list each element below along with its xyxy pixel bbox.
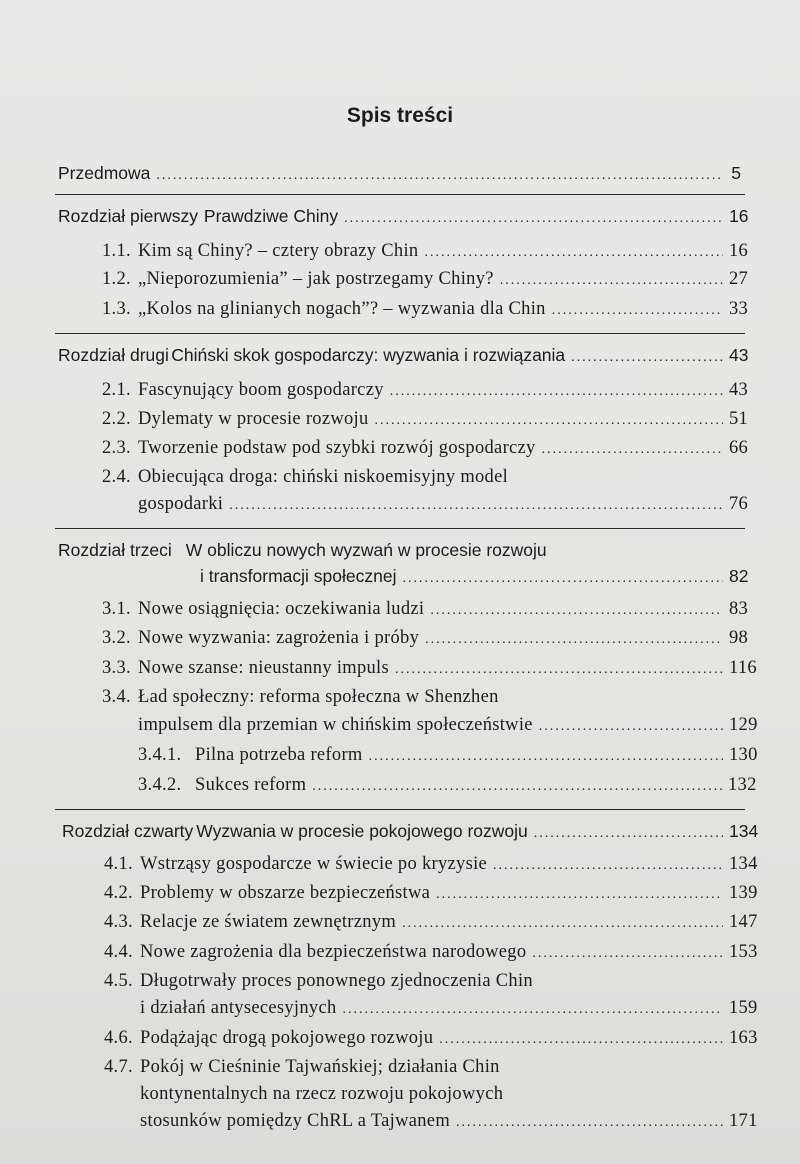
page-number: 33 <box>729 299 749 319</box>
chapter-label: Rozdział czwarty <box>62 821 194 841</box>
chapter-title: Chiński skok gospodarczy: wyzwania i rozwiązania <box>171 345 566 365</box>
section-number: 2.4. <box>102 467 131 487</box>
page-number: 132 <box>727 775 757 795</box>
toc-entry <box>102 406 749 432</box>
chapter-title: Wyzwania w procesie pokojowego rozwoju <box>196 821 528 841</box>
toc-entry <box>102 238 749 264</box>
leader-dots <box>390 379 723 405</box>
toc-entry-continuation <box>138 712 758 738</box>
leader-dots <box>552 298 723 324</box>
toc-entry <box>104 909 758 935</box>
leader-dots <box>343 997 723 1023</box>
section-title: Pokój w Cieśninie Tajwańskiej; działania Chin <box>140 1057 500 1077</box>
section-title: Nowe osiągnięcia: oczekiwania ludzi <box>138 599 425 619</box>
divider <box>55 528 745 529</box>
section-title: Sukces reform <box>195 775 307 795</box>
section-number: 2.2. <box>102 409 131 429</box>
section-title: Fascynujący boom gospodarczy <box>138 380 384 400</box>
section-title: „Nieporozumienia” – jak postrzegamy Chiny? <box>138 269 494 289</box>
section-title: Wstrząsy gospodarcze w świecie po kryzysie <box>140 854 488 874</box>
chapter-label: Rozdział drugi <box>58 345 169 365</box>
toc-entry <box>104 1054 741 1080</box>
page-number: 5 <box>731 163 741 183</box>
section-title: stosunków pomiędzy ChRL a Tajwanem <box>140 1111 451 1131</box>
section-title: i działań antysecesyjnych <box>140 998 337 1018</box>
leader-dots <box>312 774 722 800</box>
section-number: 2.3. <box>102 438 131 458</box>
leader-dots <box>500 268 723 294</box>
page-number: 130 <box>729 745 758 765</box>
page-number: 134 <box>729 821 759 841</box>
page-number: 51 <box>729 409 749 429</box>
section-title: gospodarki <box>138 494 224 514</box>
page-number: 43 <box>729 345 749 365</box>
section-number: 4.4. <box>104 942 133 962</box>
leader-dots <box>425 627 723 653</box>
toc-entry-continuation <box>138 491 749 517</box>
section-number: 2.1. <box>102 380 131 400</box>
toc-entry <box>102 377 749 403</box>
section-number: 1.3. <box>102 299 131 319</box>
section-number: 3.4.2. <box>138 775 182 795</box>
section-number: 3.3. <box>102 658 131 678</box>
page-number: 139 <box>729 883 758 903</box>
page-number: 147 <box>729 912 758 932</box>
section-title: Długotrwały proces ponownego zjednoczenia Chin <box>140 971 533 991</box>
page-number: 43 <box>729 380 749 400</box>
toc-chapter-1 <box>58 203 749 229</box>
section-number: 4.3. <box>104 912 133 932</box>
section-title: Kim są Chiny? – cztery obrazy Chin <box>138 241 419 261</box>
page-number: 16 <box>729 241 749 261</box>
section-title: Tworzenie podstaw pod szybki rozwój gospodarczy <box>138 438 536 458</box>
page-number: 171 <box>729 1111 758 1131</box>
section-title: „Kolos na glinianych nogach”? – wyzwania dla Chin <box>138 299 546 319</box>
toc-subentry <box>138 772 757 798</box>
section-title: Obiecująca droga: chiński niskoemisyjny model <box>138 467 509 487</box>
toc-entry <box>102 655 757 681</box>
leader-dots <box>493 853 723 879</box>
section-title: Ład społeczny: reforma społeczna w Shenzhen <box>138 687 499 707</box>
section-number: 4.5. <box>104 971 133 991</box>
leader-dots <box>156 163 723 189</box>
leader-dots <box>532 941 723 967</box>
leader-dots <box>571 345 723 371</box>
toc-entry <box>102 684 741 710</box>
section-number: 1.2. <box>102 269 131 289</box>
toc-chapter-4 <box>62 818 759 844</box>
leader-dots <box>375 408 723 434</box>
section-number: 3.2. <box>102 628 131 648</box>
section-number: 3.1. <box>102 599 131 619</box>
page-number: 116 <box>729 658 757 678</box>
section-title: Nowe zagrożenia dla bezpieczeństwa narodowego <box>140 942 527 962</box>
section-number: 1.1. <box>102 241 131 261</box>
toc-entry <box>104 851 758 877</box>
section-title: Nowe szanse: nieustanny impuls <box>138 658 389 678</box>
page-number: 159 <box>728 998 758 1018</box>
section-number: 4.6. <box>104 1028 133 1048</box>
leader-dots <box>402 566 723 592</box>
section-title: impulsem dla przemian w chińskim społeczeństwie <box>138 715 533 735</box>
page-title: Spis treści <box>346 104 454 127</box>
toc-chapter-2 <box>58 342 749 368</box>
leader-dots <box>436 882 723 908</box>
section-number: 4.7. <box>104 1057 133 1077</box>
toc-entry-continuation <box>140 995 758 1021</box>
entry-label: Przedmowa <box>58 163 151 183</box>
page-number: 129 <box>729 715 758 735</box>
section-title: Podążając drogą pokojowego rozwoju <box>140 1028 434 1048</box>
page-number: 153 <box>729 942 758 962</box>
toc-entry-continuation <box>140 1108 758 1134</box>
leader-dots <box>439 1027 723 1053</box>
chapter-label: Rozdział trzeci <box>58 540 172 560</box>
section-number: 3.4.1. <box>138 745 182 765</box>
page-number: 66 <box>729 438 749 458</box>
leader-dots <box>395 657 723 683</box>
leader-dots <box>456 1110 723 1136</box>
leader-dots <box>424 240 723 266</box>
section-title: Dylematy w procesie rozwoju <box>138 409 369 429</box>
section-title: kontynentalnych na rzecz rozwoju pokojowych <box>140 1084 504 1104</box>
section-number: 4.2. <box>104 883 133 903</box>
page-number: 163 <box>729 1028 758 1048</box>
page-number: 16 <box>729 206 749 226</box>
toc-entry <box>102 266 749 292</box>
divider <box>55 333 745 334</box>
section-title: Pilna potrzeba reform <box>195 745 363 765</box>
section-number: 3.4. <box>102 687 131 707</box>
toc-entry <box>102 625 749 651</box>
page-number: 27 <box>729 269 749 289</box>
page-number: 76 <box>729 494 749 514</box>
toc-entry <box>102 296 749 322</box>
chapter-title: i transformacji społecznej <box>200 566 397 586</box>
toc-entry-continuation <box>140 1081 741 1107</box>
toc-entry <box>102 464 741 490</box>
toc-entry <box>102 596 749 622</box>
toc-entry <box>104 880 758 906</box>
toc-entry <box>104 939 758 965</box>
toc-entry <box>104 968 741 994</box>
section-title: Nowe wyzwania: zagrożenia i próby <box>138 628 420 648</box>
chapter-title: W obliczu nowych wyzwań w procesie rozwoju <box>185 540 547 560</box>
divider <box>55 809 745 810</box>
leader-dots <box>229 493 723 519</box>
leader-dots <box>539 714 723 740</box>
chapter-title: Prawdziwe Chiny <box>203 206 339 226</box>
page-number: 83 <box>729 599 749 619</box>
leader-dots <box>542 437 723 463</box>
toc-chapter-continuation <box>200 563 749 589</box>
toc-chapter-3 <box>58 537 741 563</box>
toc-subentry <box>138 742 758 768</box>
leader-dots <box>344 206 723 232</box>
page-number: 98 <box>729 628 749 648</box>
leader-dots <box>369 744 723 770</box>
leader-dots <box>534 821 723 847</box>
page-number: 134 <box>729 854 758 874</box>
leader-dots <box>402 911 723 937</box>
toc-entry <box>104 1025 758 1051</box>
section-title: Problemy w obszarze bezpieczeństwa <box>140 883 431 903</box>
page-number: 82 <box>729 566 749 586</box>
chapter-label: Rozdział pierwszy <box>58 206 199 226</box>
toc-entry <box>102 435 749 461</box>
leader-dots <box>430 598 723 624</box>
toc-entry-przedmowa <box>58 160 741 186</box>
section-title: Relacje ze światem zewnętrznym <box>140 912 397 932</box>
divider <box>55 194 745 195</box>
section-number: 4.1. <box>104 854 133 874</box>
